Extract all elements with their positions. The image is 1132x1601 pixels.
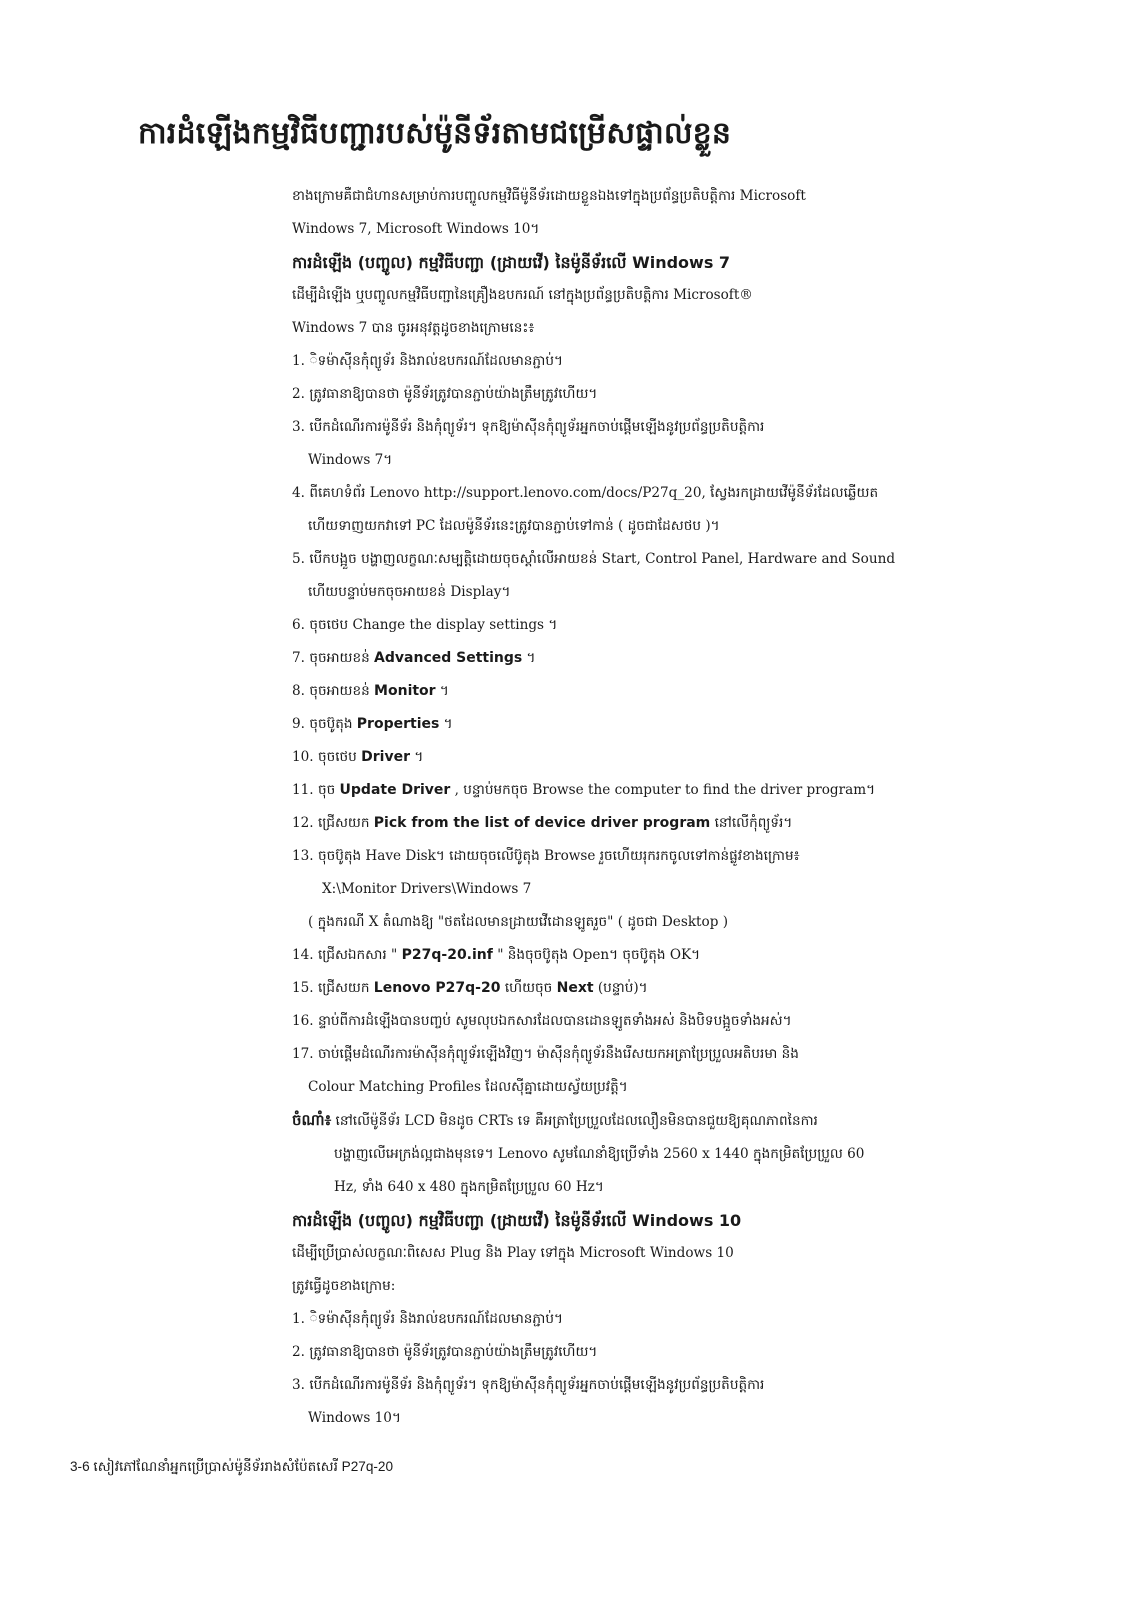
step-text: នៅលើកុំព្យូទ័រ។ — [714, 815, 793, 831]
step-keyword: Properties — [356, 716, 440, 732]
step-item — [292, 774, 992, 807]
step-number: 8. — [292, 683, 305, 699]
step-item — [292, 675, 992, 708]
step-number: 17. — [292, 1046, 314, 1062]
note-line-3: Hz, ទាំង 640 x 480 ក្នុងកម្រិតប្រែប្រួល 60 Hz។ — [334, 1179, 604, 1195]
note-line-2: បង្ហាញលើអេក្រង់ល្អជាងមុនទេ។ Lenovo សូមណែនាំឱ្យប្រើទាំង 2560 x 1440 ក្នុងកម្រិតប្រែប្រួល 60 — [334, 1146, 865, 1162]
step-number: 15. — [292, 980, 314, 996]
step-item — [292, 411, 992, 444]
step-keyword: P27q-20.inf — [401, 947, 493, 963]
step-number: 7. — [292, 650, 305, 666]
step-keyword: Advanced Settings — [374, 650, 523, 666]
step-text: ចាប់ផ្ដើមដំណើរការម៉ាស៊ីនកុំព្យូទ័រឡើងវិញ។ ម៉ាស៊ីនកុំព្យូទ័រនឹងរើសយកអត្រាប្រែប្រួលអតិបរមា និង — [317, 1046, 799, 1062]
step-item — [292, 1336, 992, 1369]
step-text: ហើយចុច — [504, 980, 553, 996]
step-text: ចុចអាយខន់ — [309, 650, 370, 666]
step-item — [292, 642, 992, 675]
step-text: បើកបង្អួច បង្ហាញលក្ខណៈសម្បត្តិដោយចុចស្ដាំលើអាយខន់ Start, Control Panel, Hardware and Sound — [309, 551, 896, 567]
step-number: 16. — [292, 1013, 314, 1029]
step-continuation: Windows 7។ — [308, 452, 393, 468]
step-item — [292, 609, 992, 642]
step-item — [292, 1303, 992, 1336]
step-text: ។ — [414, 749, 424, 765]
step-text: (បន្ទាប់)។ — [597, 980, 648, 996]
step-number: 1. — [292, 353, 305, 369]
step-text: ចុច — [317, 782, 336, 798]
step-number: 13. — [292, 848, 314, 864]
intro-line-1: ខាងក្រោមគឺជាជំហានសម្រាប់ការបញ្ចូលកម្មវិធីម៉ូនីទ័រដោយខ្លួនឯងទៅក្នុងប្រព័ន្ធប្រតិបត្តិការ Microsoft — [292, 188, 806, 204]
step-number: 6. — [292, 617, 305, 633]
document-body — [292, 180, 992, 1435]
step-text: ចុចថេប — [317, 749, 357, 765]
step-item — [292, 939, 992, 972]
step-continuation: ហើយបន្ទាប់មកចុចអាយខន់ Display។ — [308, 584, 511, 600]
step-number: 2. — [292, 1344, 305, 1360]
step-keyword: Driver — [361, 749, 410, 765]
win10-lead-line-2: ត្រូវធ្វើដូចខាងក្រោម: — [292, 1278, 396, 1294]
step-item — [292, 477, 992, 510]
step-text: ិទម៉ាស៊ីនកុំព្យូទ័រ និងរាល់ឧបករណ៍ដែលមានភ្ជាប់។ — [317, 1311, 563, 1327]
step-text: ជ្រើសឯកសារ " — [317, 947, 398, 963]
step-text: ត្រូវធានាឱ្យបានថា ម៉ូនីទ័រត្រូវបានភ្ជាប់យ៉ាងត្រឹមត្រូវហើយ។ — [309, 1344, 598, 1360]
step-item — [292, 741, 992, 774]
step-continuation: ( ក្នុងករណី X តំណាងឱ្យ "ថតដែលមានដ្រាយវើដោនឡូតរួច" ( ដូចជា Desktop ) — [308, 914, 729, 930]
step-text: ន្ទាប់ពីការដំឡើងបានបញ្ចប់ សូមលុបឯកសារដែលបានដោនឡូតទាំងអស់ និងបិទបង្អួចទាំងអស់។ — [317, 1013, 792, 1029]
step-item — [292, 708, 992, 741]
step-number: 12. — [292, 815, 314, 831]
step-item — [292, 378, 992, 411]
step-number: 5. — [292, 551, 305, 567]
step-keyword: Update Driver — [339, 782, 451, 798]
step-number: 9. — [292, 716, 305, 732]
page-footer: 3-6 សៀវភៅណែនាំអ្នកប្រើប្រាស់ម៉ូនីទ័ររាងសំប៉ែតសេរី P27q-20 — [70, 1459, 394, 1474]
step-text: , បន្ទាប់មកចុច Browse the computer to find the driver program។ — [454, 782, 876, 798]
step-item — [292, 543, 992, 576]
step-keyword: Pick from the list of device driver program — [373, 815, 711, 831]
step-text: ជ្រើសយក — [317, 815, 370, 831]
step-continuation: Windows 10។ — [308, 1410, 401, 1426]
step-number: 14. — [292, 947, 314, 963]
step-item — [292, 1038, 992, 1071]
step-item — [292, 840, 992, 873]
step-text: ចុចអាយខន់ — [309, 683, 370, 699]
section-heading-windows7: ការដំឡើង (បញ្ចូល) កម្មវិធីបញ្ជា (ដ្រាយវើ) នៃម៉ូនីទ័រលើ Windows 7 — [292, 253, 731, 272]
note-text-1: នៅលើម៉ូនីទ័រ LCD មិនដូច CRTs ទេ គឺអត្រាប្រែប្រួលដែលលឿនមិនបានជួយឱ្យគុណភាពនៃការ — [335, 1113, 818, 1129]
step-item — [292, 1005, 992, 1038]
step-text: ជ្រើសយក — [317, 980, 370, 996]
step-item — [292, 807, 992, 840]
step-keyword: Next — [556, 980, 594, 996]
step-text: ចុចប៊ូតុង — [309, 716, 353, 732]
step-continuation: ហើយទាញយកវាទៅ PC ដែលម៉ូនីទ័រនេះត្រូវបានភ្ជាប់ទៅកាន់ ( ដូចជាដែសថប )។ — [308, 518, 720, 534]
step-number: 3. — [292, 1377, 305, 1393]
step-number: 11. — [292, 782, 314, 798]
step-keyword: Monitor — [374, 683, 436, 699]
step-text: បើកដំណើរការម៉ូនីទ័រ និងកុំព្យូទ័រ។ ទុកឱ្យម៉ាស៊ីនកុំព្យូទ័រអ្នកចាប់ផ្ដើមឡើងនូវប្រព័ន្ធប្រតិបត្តិការ — [309, 419, 765, 435]
win7-lead-line-2: Windows 7 បាន ចូរអនុវត្តដូចខាងក្រោមនេះ៖ — [292, 320, 535, 336]
step-text: ។ — [526, 650, 536, 666]
note-label: ចំណាំ៖ — [292, 1111, 332, 1129]
step-keyword: Lenovo P27q-20 — [373, 980, 501, 996]
page-title: ការដំឡើងកម្មវិធីបញ្ជារបស់ម៉ូនីទ័រតាមជម្រើសផ្ទាល់ខ្លួន — [138, 116, 732, 151]
step-text: ត្រូវធានាឱ្យបានថា ម៉ូនីទ័រត្រូវបានភ្ជាប់យ៉ាងត្រឹមត្រូវហើយ។ — [309, 386, 598, 402]
step-text: ។ — [439, 683, 449, 699]
step-text: ិទម៉ាស៊ីនកុំព្យូទ័រ និងរាល់ឧបករណ៍ដែលមានភ្ជាប់។ — [317, 353, 563, 369]
step-number: 2. — [292, 386, 305, 402]
step-continuation: X:\Monitor Drivers\Windows 7 — [322, 881, 532, 897]
step-number: 3. — [292, 419, 305, 435]
step-number: 4. — [292, 485, 305, 501]
step-text: ។ — [443, 716, 453, 732]
step-text: ពីគេហទំព័រ Lenovo http://support.lenovo.com/docs/P27q_20, ស្វែងរកដ្រាយវើម៉ូនីទ័រដែលឆ្លើយត — [309, 485, 879, 501]
note-line-1 — [292, 1104, 992, 1138]
win10-step-list — [292, 1303, 992, 1435]
win10-lead-line-1: ដើម្បីប្រើប្រាស់លក្ខណៈពិសេស Plug និង Play ទៅក្នុង Microsoft Windows 10 — [292, 1245, 734, 1261]
step-text: ចុចប៊ូតុង Have Disk។ ដោយចុចលើប៊ូតុង Browse រួចហើយរុករកចូលទៅកាន់ផ្លូវខាងក្រោម៖ — [317, 848, 800, 864]
step-text: ចុចថេប Change the display settings ។ — [309, 617, 558, 633]
win7-lead-line-1: ដើម្បីដំឡើង ឬបញ្ចូលកម្មវិធីបញ្ជានៃគ្រឿងឧបករណ៍ នៅក្នុងប្រព័ន្ធប្រតិបត្តិការ Microsoft® — [292, 287, 753, 303]
step-number: 10. — [292, 749, 314, 765]
intro-line-2: Windows 7, Microsoft Windows 10។ — [292, 221, 540, 237]
step-item — [292, 1369, 992, 1402]
step-item — [292, 972, 992, 1005]
section-heading-windows10: ការដំឡើង (បញ្ចូល) កម្មវិធីបញ្ជា (ដ្រាយវើ) នៃម៉ូនីទ័រលើ Windows 10 — [292, 1211, 742, 1230]
win7-step-list — [292, 345, 992, 1104]
step-item — [292, 345, 992, 378]
step-continuation: Colour Matching Profiles ដែលស៊ីគ្នាដោយស្វ័យប្រវត្តិ។ — [308, 1079, 628, 1095]
step-number: 1. — [292, 1311, 305, 1327]
step-text: " និងចុចប៊ូតុង Open។ ចុចប៊ូតុង OK។ — [497, 947, 701, 963]
step-text: បើកដំណើរការម៉ូនីទ័រ និងកុំព្យូទ័រ។ ទុកឱ្យម៉ាស៊ីនកុំព្យូទ័រអ្នកចាប់ផ្ដើមឡើងនូវប្រព័ន្ធប្រតិបត្តិការ — [309, 1377, 765, 1393]
